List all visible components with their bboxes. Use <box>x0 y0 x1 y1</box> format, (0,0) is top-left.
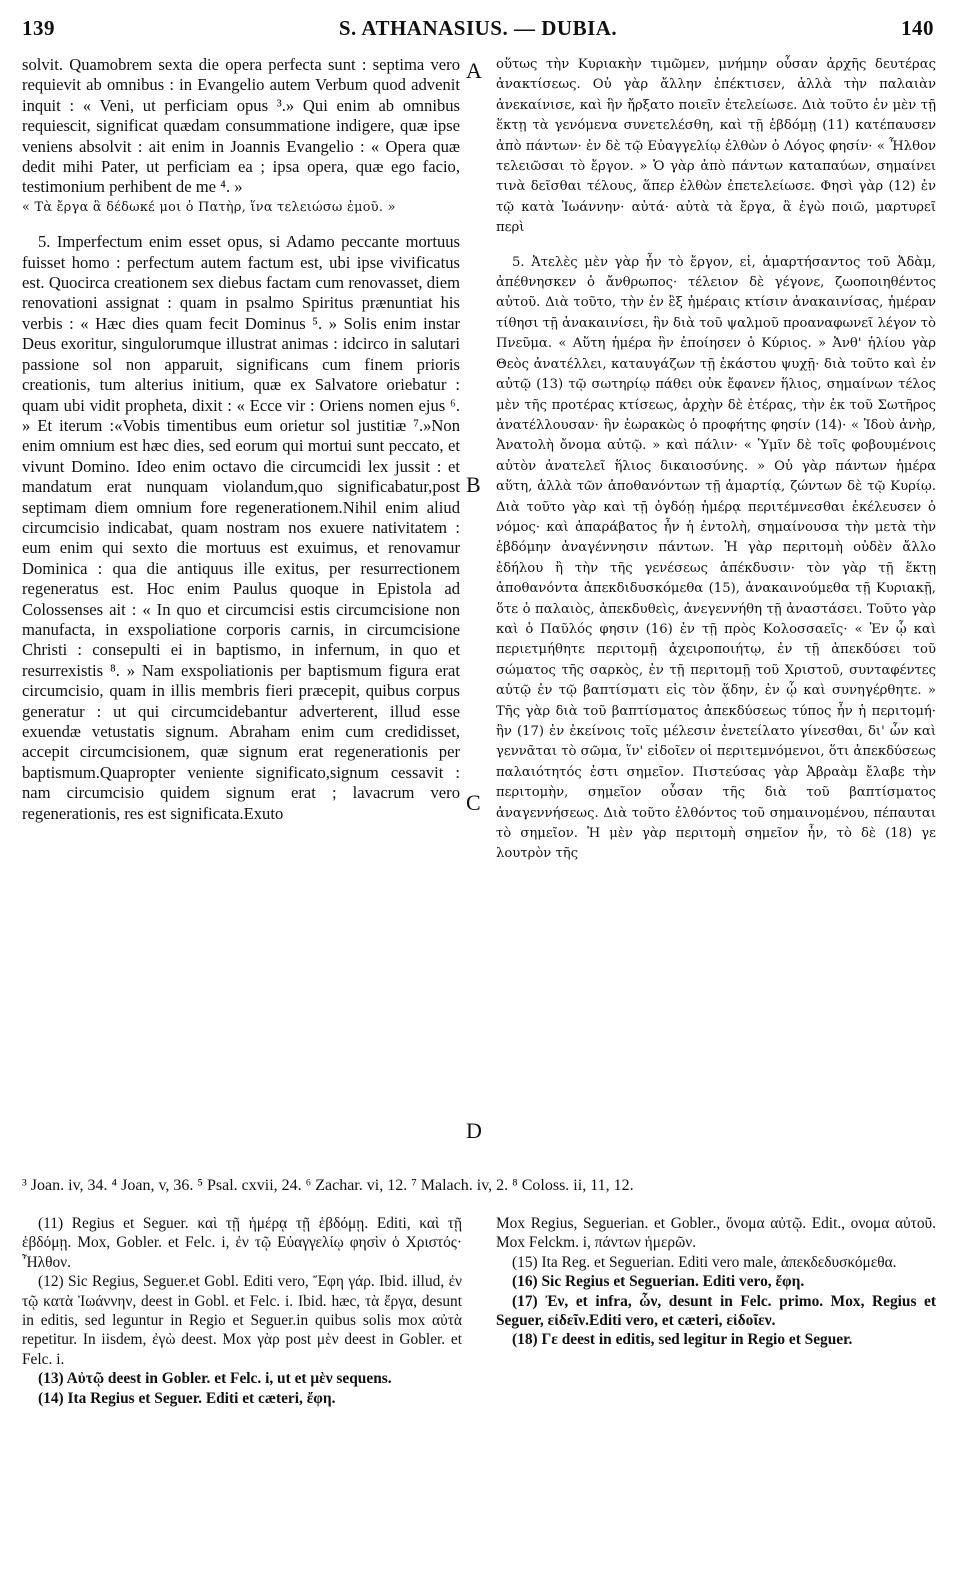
footnote: (18) Γε deest in editis, sed legitur in Regio et Seguer. <box>512 1331 853 1349</box>
running-title: S. ATHANASIUS. — DUBIA. <box>338 16 618 40</box>
margin-marker-b: B <box>466 472 481 497</box>
margin-marker-a: A <box>466 58 482 83</box>
running-header <box>22 16 934 46</box>
footnote: (16) Sic Regius et Seguerian. Editi vero, ἔφη. <box>512 1273 805 1291</box>
latin-paragraph-1: solvit. Quamobrem sexta die opera perfecta sunt : septima vero requievit ab omnibus : in Evangelio autem Verbum quod advenit inquit : « Veni, ut perficiam opus ³.» Qui enim ab omnibus requiescit, significat quædam consummatione indigere, quæ ipse veniens absolvit : ait enim in Joannis Evangelio : « Opera quæ dedit mihi Pater, ut perficiam ea ; ipsa opera, quæ ego facio, testimonium perhibent de me ⁴. » <box>22 55 460 197</box>
scripture-notes <box>22 1176 934 1196</box>
footnote: (13) Αὐτῷ deest in Gobler. et Felc. i, ut et μὲν sequens. <box>38 1370 392 1388</box>
margin-marker-d: D <box>466 1118 482 1143</box>
footnote: (17) Ἐν, et infra, ὧν, desunt in Felc. primo. Mox, Regius et Seguer, εἰδεῖν.Editi vero, et cæteri, εἰδοῖεν. <box>496 1292 936 1330</box>
latin-greek-quote: « Τὰ ἔργα ἃ δέδωκέ μοι ὁ Πατὴρ, ἵνα τελειώσω ἐμοῦ. » <box>22 199 396 215</box>
page-number-right: 140 <box>901 16 934 40</box>
footnote: Mox Regius, Seguerian. et Gobler., ὄνομα αὐτῷ. Edit., ονομα αὐτοῦ. Mox Felckm. i, πάντων ἡμερῶν. <box>496 1215 936 1252</box>
footnote: (11) Regius et Seguer. καὶ τῇ ἡμέρᾳ τῇ ἑβδόμῃ. Editi, καὶ τῇ ἑβδόμῃ. Mox, Gobler. et Felc. i, ἐν τῷ Εὐαγγελίῳ φησὶν ὁ Χριστός· Ἦλθον. <box>22 1215 462 1271</box>
footnotes-right <box>496 1214 936 1350</box>
latin-column <box>22 55 460 824</box>
page-number-left: 139 <box>22 16 55 40</box>
footnote: (15) Ita Reg. et Seguerian. Editi vero male, ἀπεκδεδυσκόμεθα. <box>512 1253 897 1271</box>
latin-paragraph-2: 5. Imperfectum enim esset opus, si Adamo peccante mortuus fuisset homo : perfectum autem factum est, ubi ipse vivificatus est. Quocirca creationem sex diebus factam cum renovasset, diem renovationi assignat : quam in psalmo Spiritus prænuntiat his verbis : « Hæc dies quam fecit Dominus ⁵. » Solis enim instar Deus exoritur, singulorumque illustrat animas : idcirco in salutari passione sol non apparuit, significans cum finem prioris creationis, tum alterius initium, quæ ex Salvatore oriebatur : quam ubi vidit propheta, dixit : « Ecce vir : Oriens nomen ejus ⁶. » Et iterum :«Vobis timentibus eum orietur sol justitiæ ⁷.»Non enim omnium est hæc dies, sed eorum qui mortui sunt peccato, et vivunt Domino. Ideo enim octavo die circumcidi lex jussit : et mandatum erat nunquam violandum,quo significabatur,post septimam diem omnium fore regenerationem.Nihil enim aliud circumcisio indicabat, quam nostram nos exuere nativitatem : eum enim qui sexto die mortuus est exuimus, et renovamur Dominica : qua die antiquus ille exitus, per resurrectionem regeneratus est. Hoc enim Paulus quoque in Epistola ad Colossenses ait : « In quo et circumcisi estis circumcisione non manufacta, in exspoliatione corporis carnis, in circumcisione Christi : consepulti ei in baptismo, in infernum, in quo et resurrexistis ⁸. » Nam exspoliationis per baptismum figura erat circumcisio, quam in illis membris fieri præcepit, quibus corpus generatur : ut qui circumcidebantur adverterent, illud esse exuendæ vetustatis signum. Abraham enim cum credidisset, accepit circumcisionem, quæ signum erat regenerationis per baptismum.Quapropter veniente significato,signum cessavit : nam circumcisio quidem signum erat ; lavacrum vero regenerationis, res est significata.Exuto <box>22 232 460 823</box>
footnote: (12) Sic Regius, Seguer.et Gobl. Editi vero, Ἔφη γάρ. Ibid. illud, ἐν τῷ κατὰ Ἰωάννην, deest in Gobl. et Felc. i. Ibid. hæc, τὰ ἔργα, desunt in editis, sed leguntur in Regio et Seguer.in quibus solis mox αὐτὰ repetitur. In iisdem, ἐγὼ deest. Mox γὰρ post μὲν deest in Gobler. et Felc. i. <box>22 1273 462 1368</box>
footnote: (14) Ita Regius et Seguer. Editi et cæteri, ἔφη. <box>38 1389 336 1407</box>
margin-marker-c: C <box>466 790 481 815</box>
greek-paragraph-2: 5. Ἀτελὲς μὲν γὰρ ἦν τὸ ἔργον, εἰ, ἁμαρτήσαντος τοῦ Ἀδὰμ, ἀπέθνησκεν ὁ ἄνθρωπος· τέλειον δὲ γέγονε, ζωοποιηθέντος αὐτοῦ. Διὰ τοῦτο, τὴν ἐν ἓξ ἡμέραις κτίσιν ἀνακαινίσας, ἡμέραν τίθησι τῇ ἀνακαινίσει, ἣν διὰ τοῦ ψαλμοῦ προαναφωνεῖ λέγον τὸ Πνεῦμα. « Αὕτη ἡμέρα ἣν ἐποίησεν ὁ Κύριος. » Ἀνθ' ἡλίου γὰρ Θεὸς ἀνατέλλει, καταυγάζων τῇ ἑκάστου ψυχῇ· διὰ τοῦτο καὶ ἐν αὐτῷ (13) τῷ σωτηρίῳ πάθει οὐκ ἔφανεν ἥλιος, σημαίνων τέλος μὲν τῆς προτέρας κτίσεως, ἀρχὴν δὲ ἑτέρας, τὴν ἐκ τοῦ Σωτῆρος ἀνατέλλουσαν· ἣν ἑωρακὼς ὁ προφήτης φησίν (14)· « Ἰδοὺ ἀνὴρ, Ἀνατολὴ ὄνομα αὐτῷ. » καὶ πάλιν· « Ὑμῖν δὲ τοῖς φοβουμένοις αὐτὸν ἀνατελεῖ ἥλιος δικαιοσύνης. » Οὐ γὰρ πάντων ἡμέρα αὕτη, ἀλλὰ τῶν ἀποθανόντων τῇ ἁμαρτίᾳ, ζώντων δὲ τῷ Κυρίῳ. Διὰ τοῦτο γὰρ καὶ τῇ ὀγδόῃ ἡμέρᾳ περιτέμνεσθαι ἐκέλευσεν ὁ νόμος· καὶ ἀπαράβατος ἦν ἡ ἐντολὴ, σημαίνουσα τὴν μετὰ τὴν ἑβδόμην ἀναγέννησιν πάντων. Ἡ γὰρ περιτομὴ οὐδὲν ἄλλο ἐδήλου ἢ τὴν τῆς γενέσεως ἀπέκδυσιν· τὸν γὰρ τῇ ἕκτῃ ἀποθανόντα ἀπεκδιδυσκόμεθα (15), ἀνακαινούμεθα τῇ Κυριακῇ, ὅτε ὁ παλαιὸς, ἀπεκδυθεὶς, ἀνεγεννήθη τῇ ἀναστάσει. Τοῦτο γὰρ καὶ ὁ Παῦλός φησιν (16) ἐν τῇ πρὸς Κολοσσαεῖς· « Ἐν ᾧ καὶ περιετμήθητε περιτομῇ ἀχειροποιήτῳ, ἐν τῇ ἀπεκδύσει τοῦ σώματος τῆς σαρκὸς, ἐν τῇ περιτομῇ τοῦ Χριστοῦ, συνταφέντες αὐτῷ ἐν τῷ βαπτίσματι εἰς τὸν ᾅδην, ἐν ᾧ καὶ συνηγέρθητε. » Τῆς γὰρ διὰ τοῦ βαπτίσματος ἀπεκδύσεως τύπος ἦν ἡ περιτομή· ἣν (17) ἐν ἐκείνοις τοῖς μέλεσιν ἐνετείλατο γίνεσθαι, δι' ὧν καὶ γεννᾶται τὸ σῶμα, ἵν' εἰδοῖεν οἱ περιτεμνόμενοι, ὅτι ἀπεκδύσεως παλαιότητός ἐστι σημεῖον. Πιστεύσας γὰρ Ἀβραὰμ ἔλαβε τὴν περιτομὴν, σημεῖον οὖσαν τῆς διὰ τοῦ βαπτίσματος ἀναγεννήσεως. Διὰ τοῦτο ἐλθόντος τοῦ σημαινομένου, πέπαυται τὸ σημεῖον. Ἡ μὲν γὰρ περιτομὴ σημεῖον ἦν, τὸ δὲ (18) γε λουτρὸν τῆς <box>496 254 936 862</box>
footnotes-left <box>22 1214 462 1408</box>
greek-paragraph-1: οὕτως τὴν Κυριακὴν τιμῶμεν, μνήμην οὖσαν ἀρχῆς δευτέρας ἀνακτίσεως. Οὐ γὰρ ἄλλην ἐπέκτισεν, ἀλλὰ τὴν παλαιὰν ἀνεκαίνισε, καὶ ἣν ἤρξατο ποιεῖν ἐτελείωσε. Διὰ τοῦτο ἐν μὲν τῇ ἕκτῃ τὰ γενόμενα συνετελέσθη, καὶ τῇ ἑβδόμῃ (11) κατέπαυσεν ἀπὸ πάντων· ἐν δὲ τῷ Εὐαγγελίῳ ἐλθὼν ὁ Λόγος φησίν· « Ἦλθον τελειῶσαι τὸ ἔργον. » Ὁ γὰρ ἀπὸ πάντων καταπαύων, σημαίνει τινὰ δεῖσθαι τέλους, ἅπερ ἐλθὼν ἐπετελείωσε. Φησὶ γὰρ (12) ἐν τῷ κατὰ Ἰωάννην· αὐτά· αὐτὰ τὰ ἔργα, ἃ ἐγὼ ποιῶ, μαρτυρεῖ περὶ <box>496 57 936 236</box>
greek-column <box>496 55 936 865</box>
scripture-notes-text: ³ Joan. iv, 34. ⁴ Joan, v, 36. ⁵ Psal. cxvii, 24. ⁶ Zachar. vi, 12. ⁷ Malach. iv, 2. ⁸ Coloss. ii, 11, 12. <box>22 1177 634 1194</box>
